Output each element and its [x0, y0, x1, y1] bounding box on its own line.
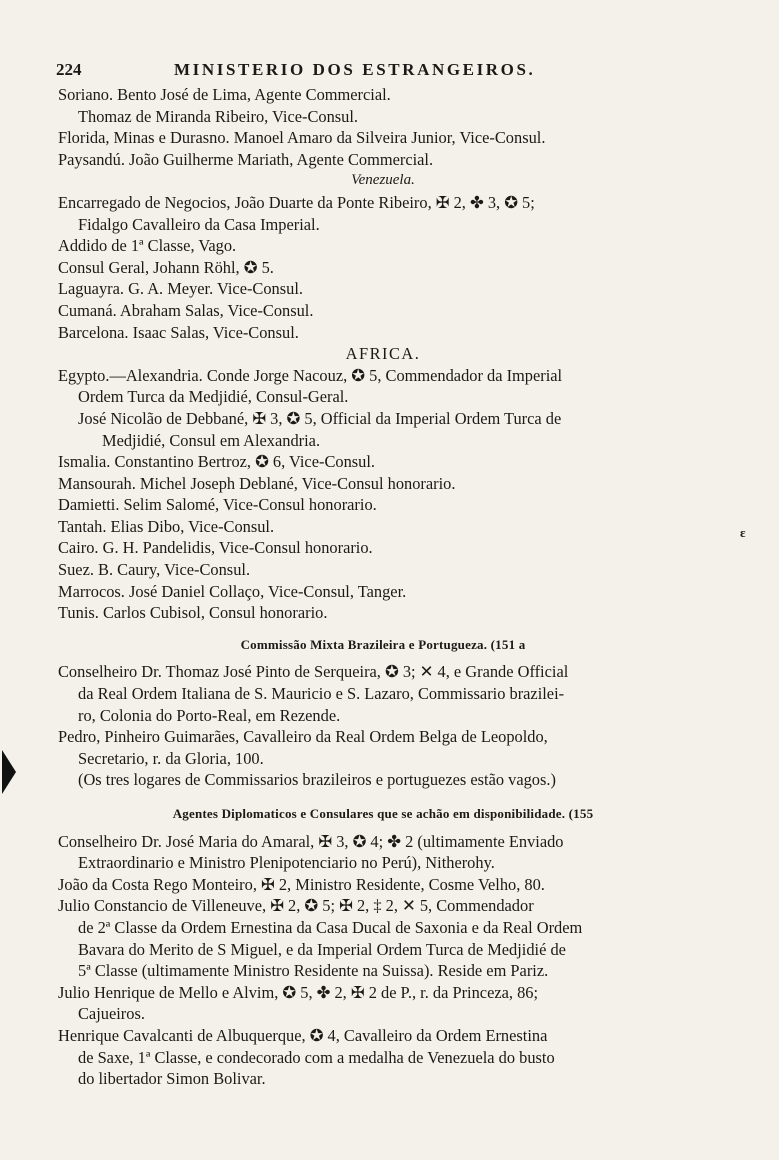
- page-header: [56, 60, 616, 82]
- text-line: Marrocos. José Daniel Collaço, Vice-Consul, Tanger.: [58, 581, 407, 601]
- text-line: Medjidié, Consul em Alexandria.: [102, 430, 321, 450]
- page-title: MINISTERIO DOS ESTRANGEIROS.: [174, 60, 536, 79]
- text-line: Commissão Mixta Brazileira e Portugueza. (151 a: [240, 636, 526, 652]
- text-line: Cumaná. Abraham Salas, Vice-Consul.: [58, 300, 314, 320]
- text-line: Henrique Cavalcanti de Albuquerque, ✪ 4, Cavalleiro da Ordem Ernestina: [58, 1025, 548, 1045]
- text-line: Julio Henrique de Mello e Alvim, ✪ 5, ✤ 2, ✠ 2 de P., r. da Princeza, 86;: [58, 982, 539, 1002]
- text-line: AFRICA.: [345, 344, 421, 364]
- text-line: Suez. B. Caury, Vice-Consul.: [58, 560, 251, 580]
- text-line: Bavara do Merito de S Miguel, e da Imperial Ordem Turca de Medjidié de: [78, 939, 566, 959]
- text-line: Laguayra. G. A. Meyer. Vice-Consul.: [58, 279, 303, 299]
- text-line: 5ª Classe (ultimamente Ministro Residente na Suissa). Reside em Pariz.: [78, 961, 549, 981]
- text-line: (Os tres logares de Commissarios brazileiros e portuguezes estão vagos.): [78, 770, 556, 790]
- page-number: 224: [56, 60, 82, 79]
- margin-tab-mark: [2, 750, 16, 794]
- text-line: Julio Constancio de Villeneuve, ✠ 2, ✪ 5; ✠ 2, ‡ 2, ✕ 5, Commendador: [58, 896, 534, 916]
- text-line: de 2ª Classe da Ordem Ernestina da Casa Ducal de Saxonia e da Real Ordem: [78, 917, 583, 937]
- text-line: Venezuela.: [351, 172, 415, 189]
- text-line: de Saxe, 1ª Classe, e condecorado com a medalha de Venezuela do busto: [78, 1047, 555, 1067]
- text-line: da Real Ordem Italiana de S. Mauricio e S. Lazaro, Commissario brazilei-: [78, 684, 565, 704]
- text-line: João da Costa Rego Monteiro, ✠ 2, Ministro Residente, Cosme Velho, 80.: [58, 874, 545, 894]
- text-line: Barcelona. Isaac Salas, Vice-Consul.: [58, 322, 299, 342]
- text-line: Ismalia. Constantino Bertroz, ✪ 6, Vice-Consul.: [58, 452, 375, 472]
- text-line: Soriano. Bento José de Lima, Agente Commercial.: [58, 85, 391, 104]
- text-line: Damietti. Selim Salomé, Vice-Consul honorario.: [58, 495, 377, 515]
- text-line: Conselheiro Dr. José Maria do Amaral, ✠ 3, ✪ 4; ✤ 2 (ultimamente Enviado: [58, 831, 564, 851]
- text-line: Encarregado de Negocios, João Duarte da Ponte Ribeiro, ✠ 2, ✤ 3, ✪ 5;: [58, 192, 535, 212]
- text-line: Tantah. Elias Dibo, Vice-Consul.: [58, 516, 275, 536]
- document-body: [58, 84, 708, 1090]
- text-line: Cairo. G. H. Pandelidis, Vice-Consul honorario.: [58, 538, 373, 558]
- text-line: Florida, Minas e Durasno. Manoel Amaro da Silveira Junior, Vice-Consul.: [58, 128, 546, 148]
- stray-mark: ɛ: [740, 525, 746, 540]
- text-line: Agentes Diplomaticos e Consulares que se achão em disponibilidade. (155: [172, 806, 594, 821]
- text-line: Thomaz de Miranda Ribeiro, Vice-Consul.: [78, 106, 359, 126]
- text-line: Pedro, Pinheiro Guimarães, Cavalleiro da Real Ordem Belga de Leopoldo,: [58, 727, 548, 747]
- text-line: Egypto.—Alexandria. Conde Jorge Nacouz, ✪ 5, Commendador da Imperial: [58, 365, 563, 385]
- text-line: Cajueiros.: [78, 1004, 145, 1024]
- text-line: Ordem Turca da Medjidié, Consul-Geral.: [78, 387, 349, 407]
- text-line: Conselheiro Dr. Thomaz José Pinto de Serqueira, ✪ 3; ✕ 4, e Grande Official: [58, 662, 569, 682]
- text-line: Tunis. Carlos Cubisol, Consul honorario.: [58, 603, 328, 623]
- text-line: Extraordinario e Ministro Plenipotenciario no Perú), Nitherohy.: [78, 853, 495, 873]
- text-line: do libertador Simon Bolivar.: [78, 1069, 266, 1089]
- text-line: Consul Geral, Johann Röhl, ✪ 5.: [58, 257, 274, 277]
- spacer: [58, 624, 708, 634]
- text-line: Paysandú. João Guilherme Mariath, Agente Commercial.: [58, 149, 434, 169]
- spacer: [58, 791, 708, 803]
- text-line: ro, Colonia do Porto-Real, em Rezende.: [78, 705, 341, 725]
- text-line: Secretario, r. da Gloria, 100.: [78, 748, 264, 768]
- text-line: Addido de 1ª Classe, Vago.: [58, 236, 237, 256]
- text-line: Fidalgo Cavalleiro da Casa Imperial.: [78, 214, 320, 234]
- text-line: Mansourah. Michel Joseph Deblané, Vice-Consul honorario.: [58, 473, 456, 493]
- text-line: José Nicolão de Debbané, ✠ 3, ✪ 5, Official da Imperial Ordem Turca de: [78, 408, 562, 428]
